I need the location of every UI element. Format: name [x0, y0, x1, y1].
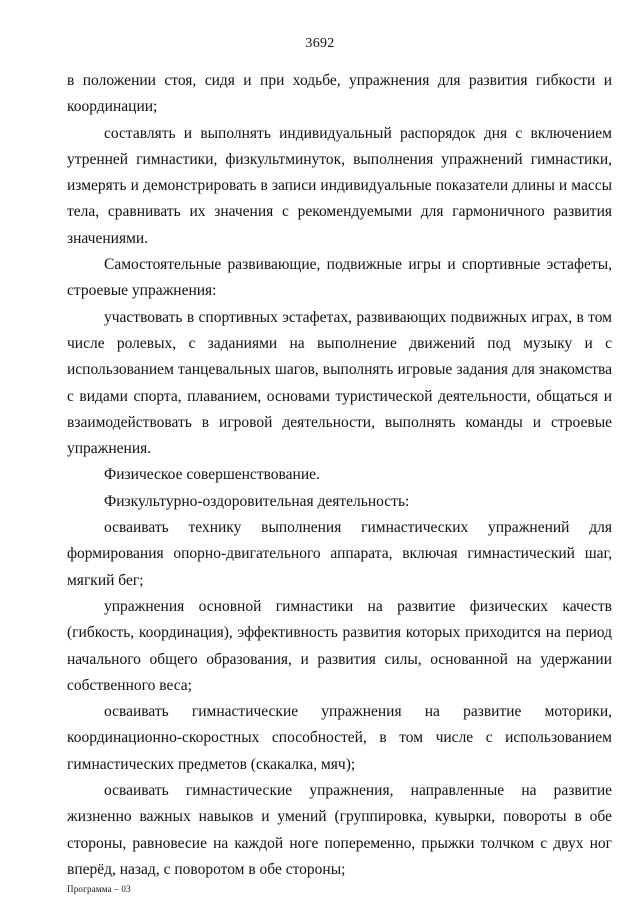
- paragraph-9: осваивать гимнастические упражнения на развитие моторики, координационно-скоростных способностей, в том числе с использованием гимнастических предметов (скакалка, мяч);: [67, 703, 612, 773]
- paragraph-8: упражнения основной гимнастики на развитие физических качеств (гибкость, координация), эффективность развития которых приходится на период начального общего образования, и развития силы, основанной на удержании собственного веса;: [67, 597, 612, 694]
- paragraph-1: в положении стоя, сидя и при ходьбе, упражнения для развития гибкости и координации;: [67, 72, 612, 116]
- paragraph-5: Физическое совершенствование.: [104, 466, 320, 484]
- body-text: [67, 68, 612, 883]
- paragraph-10: осваивать гимнастические упражнения, направленные на развитие жизненно важных навыков и умений (группировка, кувырки, повороты в обе стороны, равновесие на каждой ноге попеременно, прыжки толчком с двух ног вперёд, назад, с поворотом в обе стороны;: [67, 782, 612, 878]
- footer-label: Программа – 03: [67, 884, 131, 894]
- page-number: 3692: [305, 36, 335, 51]
- paragraph-6: Физкультурно-оздоровительная деятельность:: [104, 492, 410, 510]
- paragraph-7: осваивать технику выполнения гимнастических упражнений для формирования опорно-двигательного аппарата, включая гимнастический шаг, мягкий бег;: [67, 519, 612, 589]
- paragraph-3: Самостоятельные развивающие, подвижные игры и спортивные эстафеты, строевые упражнения:: [67, 256, 612, 300]
- paragraph-2: составлять и выполнять индивидуальный распорядок дня с включением утренней гимнастики, физкультминуток, выполнения упражнений гимнастики, измерять и демонстрировать в записи индивидуальные показатели длины и массы тела, сравнивать их значения с рекомендуемыми для гармоничного развития значениями.: [67, 124, 612, 247]
- paragraph-4: участвовать в спортивных эстафетах, развивающих подвижных играх, в том числе ролевых, с заданиями на выполнение движений под музыку и с использованием танцевальных шагов, выполнять игровые задания для знакомства с видами спорта, плаванием, основами туристической деятельности, общаться и взаимодействовать в игровой деятельности, выполнять команды и строевые упражнения.: [67, 308, 612, 458]
